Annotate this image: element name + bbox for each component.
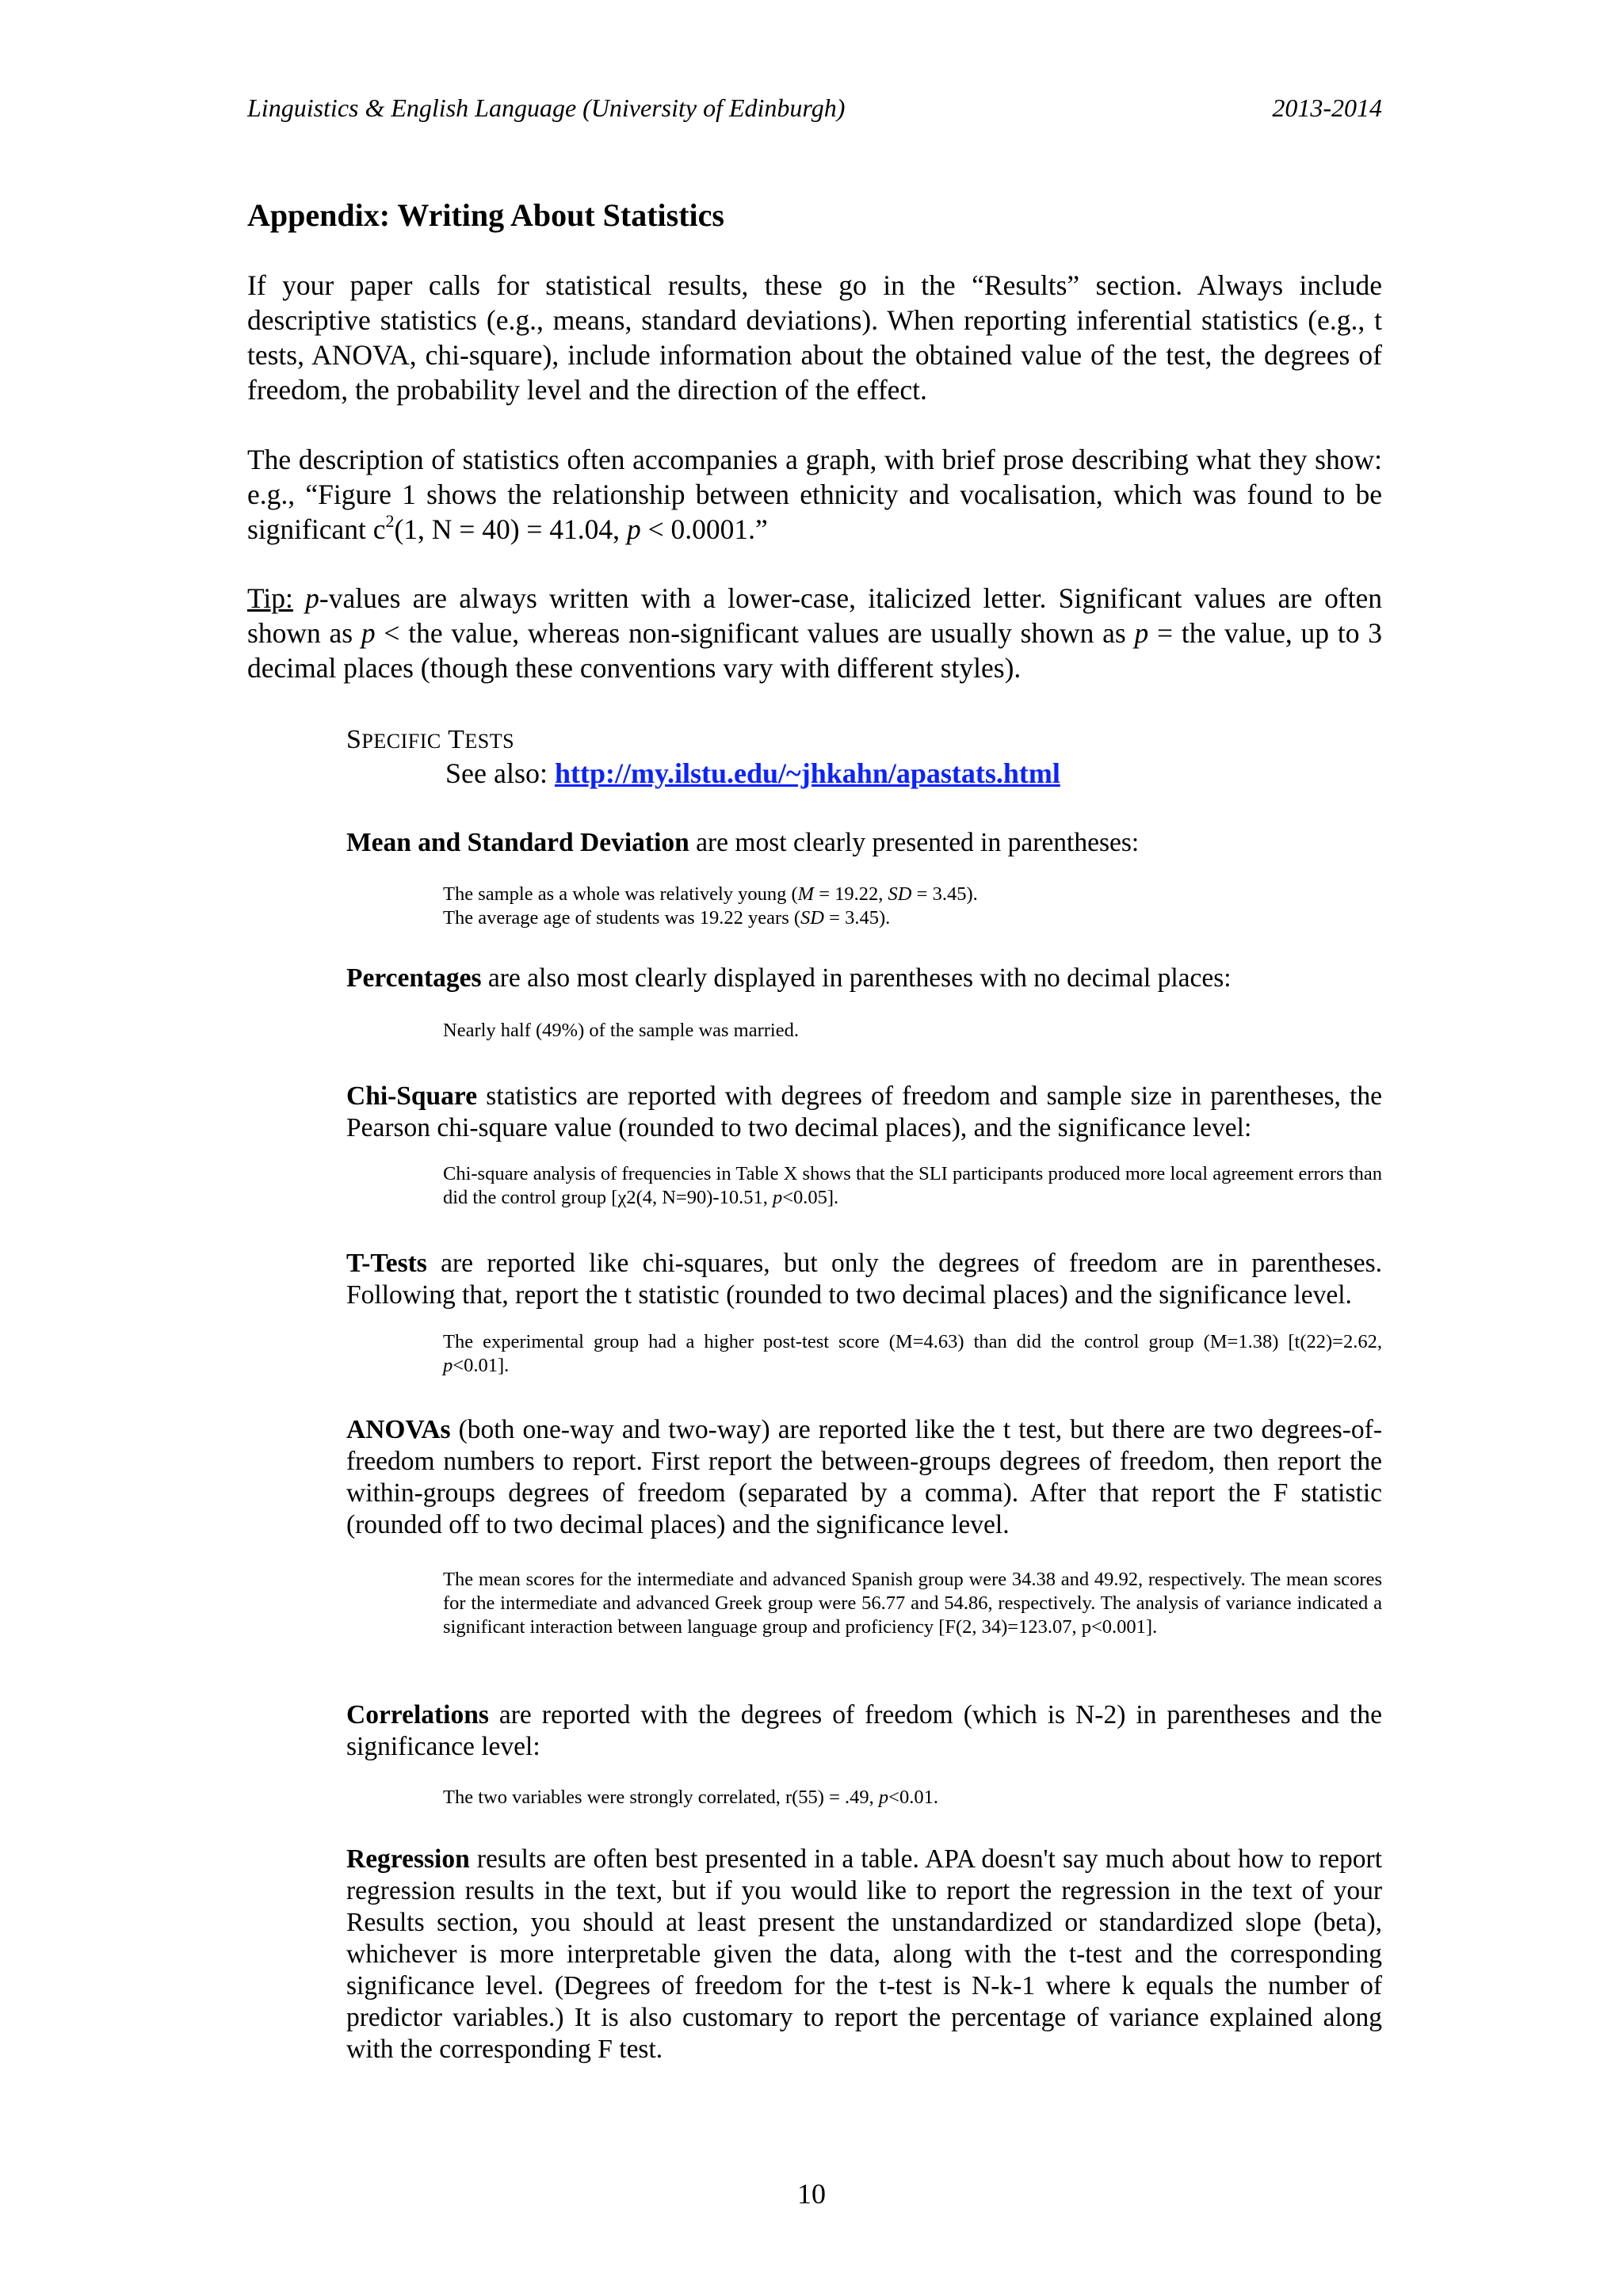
mean-sd-section: Mean and Standard Deviation are most clearly presented in parentheses: (346, 828, 1140, 857)
regression-section: Regression results are often best presented in a table. APA doesn't say much about how to report regression results in the text, but if you would like to report the regression in the text of your Results section, you should at least present the unstandardized or standardized slope (beta), whichever is more interpretable given the data, along with the t-test and the corresponding significance level. (Degrees of freedom for the t-test is N-k-1 where k equals the number of predictor variables.) It is also customary to report the percentage of variance explained along with the corresponding F test. (346, 1844, 1382, 2064)
t-tests-section: T-Tests are reported like chi-squares, but only the degrees of freedom are in parentheses. Following that, report the t statistic (rounded to two decimal places) and the significance level. (346, 1249, 1382, 1310)
percentages-section: Percentages are also most clearly displayed in parentheses with no decimal places: (346, 963, 1232, 993)
mean-sd-example: The sample as a whole was relatively young (M = 19.22, SD = 3.45). The average age of students was 19.22 years (SD = 3.45). (443, 883, 978, 929)
header-course: Linguistics & English Language (University of Edinburgh) (247, 93, 846, 122)
anova-section: ANOVAs (both one-way and two-way) are reported like the t test, but there are two degrees-of-freedom numbers to report. First report the between-groups degrees of freedom, then report the within-groups degrees of freedom (separated by a comma). After that report the F statistic (rounded off to two decimal places) and the significance level. (346, 1415, 1382, 1539)
header-year: 2013-2014 (1272, 93, 1382, 122)
apastats-link[interactable]: http://my.ilstu.edu/~jhkahn/apastats.html (554, 757, 1060, 789)
t-tests-example: The experimental group had a higher post-test score (M=4.63) than did the control group (M=1.38) [t(22)=2.62, p<0.01]. (443, 1331, 1382, 1376)
correlations-section: Correlations are reported with the degrees of freedom (which is N-2) in parentheses and the significance level: (346, 1700, 1382, 1761)
page-number: 10 (797, 2178, 826, 2210)
chi-square-section: Chi-Square statistics are reported with degrees of freedom and sample size in parentheses, the Pearson chi-square value (rounded to two decimal places), and the significance level: (346, 1081, 1382, 1142)
percentages-example: Nearly half (49%) of the sample was married. (443, 1020, 799, 1041)
tip-paragraph: Tip: p-values are always written with a lower-case, italicized letter. Significant values are often shown as p < the value, whereas non-significant values are usually shown as p = the value, up to 3 decimal places (though these conventions vary with different styles). (247, 582, 1383, 684)
specific-tests-heading: SPECIFIC TESTS (346, 725, 515, 754)
running-header (247, 93, 1382, 133)
chi-square-example: Chi-square analysis of frequencies in Table X shows that the SLI participants produced more local agreement errors than did the control group [χ2(4, N=90)-10.51, p<0.05]. (443, 1163, 1382, 1208)
intro-paragraph: If your paper calls for statistical results, these go in the “Results” section. Always include descriptive statistics (e.g., means, standard deviations). When reporting inferential statistics (e.g., t tests, ANOVA, chi-square), include information about the obtained value of the test, the degrees of freedom, the probability level and the direction of the effect. (247, 269, 1382, 406)
see-also-line: See also: http://my.ilstu.edu/~jhkahn/apastats.html (445, 757, 1060, 789)
correlations-example: The two variables were strongly correlated, r(55) = .49, p<0.01. (443, 1787, 938, 1808)
page-title: Appendix: Writing About Statistics (247, 197, 724, 233)
tip-label: Tip: (247, 582, 293, 614)
superscript: 2 (385, 511, 395, 532)
anova-example: The mean scores for the intermediate and advanced Spanish group were 34.38 and 49.92, respectively. The mean scores for the intermediate and advanced Greek group were 56.77 and 54.86, respectively. The analysis of variance indicated a significant interaction between language group and proficiency [F(2, 34)=123.07, p<0.001]. (443, 1569, 1382, 1638)
graph-paragraph: The description of statistics often accompanies a graph, with brief prose describing what they show: e.g., “Figure 1 shows the relationship between ethnicity and vocalisation, which was found to be significant $c^2(1$, N = 40) = 41.04, p < 0.0001.” (247, 444, 1382, 545)
